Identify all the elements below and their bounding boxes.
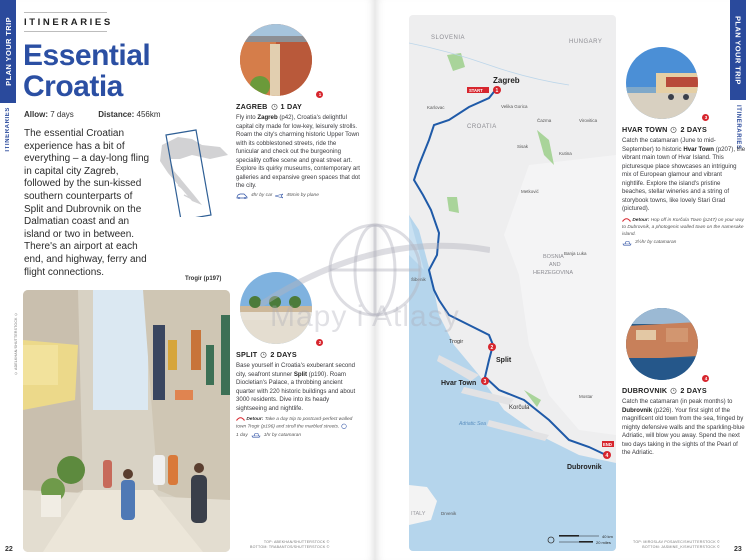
svg-text:40 km: 40 km: [602, 534, 613, 539]
side-tab-plan-your-trip[interactable]: PLAN YOUR TRIP: [730, 0, 746, 100]
photo-credits: TOP: ABEKHAN/SHUTTERSTOCK © BOTTOM: TRABANTOS/SHUTTERSTOCK ©: [250, 540, 330, 549]
detour-note: Detour: Take a day trip to postcard-perfect walled town Trogir (p196) and stroll the marbled streets.: [236, 417, 353, 430]
trip-meta: [24, 110, 161, 119]
croatia-locator-map: [140, 125, 232, 217]
map-label-bosnia: BOSNIA: [543, 254, 564, 260]
detour-icon: [622, 217, 631, 222]
boat-icon: [622, 240, 632, 246]
plane-icon: [275, 193, 283, 199]
map-town-sibenik: Šibenik: [411, 277, 426, 282]
stop-hvar-town: [622, 47, 746, 246]
map-start-badge: [467, 87, 489, 93]
map-label-slovenia: SLOVENIA: [431, 35, 466, 41]
clock-icon: [260, 351, 267, 358]
side-tab-plan-your-trip[interactable]: PLAN YOUR TRIP: [0, 0, 16, 103]
transport-info: 4hr by car 45min by plane: [236, 193, 360, 199]
map-end-badge: [602, 441, 614, 447]
stop-heading: ZAGREB 1 DAY: [236, 102, 303, 111]
clock-icon: [271, 103, 278, 110]
stop-number-badge: 2: [316, 339, 323, 346]
transport-info: 3½hr by catamaran: [622, 240, 746, 246]
svg-text:1: 1: [495, 88, 499, 94]
transport-info: 1 day 1hr by catamaran: [236, 432, 302, 438]
map-town-virovitica: Virovitica: [579, 118, 598, 123]
map-label-and: AND: [549, 262, 561, 268]
map-stop-dubrovnik: Dubrovnik: [567, 464, 602, 471]
allow-value: 7 days: [50, 110, 74, 119]
map-town-novi-grad: Metković: [521, 189, 539, 194]
svg-text:START: START: [469, 88, 483, 93]
map-stop-hvar: Hvar Town: [441, 380, 477, 387]
stop-heading: DUBROVNIK 2 DAYS: [622, 386, 707, 395]
zagreb-thumbnail: [240, 24, 312, 96]
clock-icon: [670, 387, 677, 394]
map-town-vasto: Drvenik: [441, 511, 457, 516]
map-label-herzegovina: HERZEGOVINA: [533, 270, 574, 276]
svg-text:3: 3: [483, 379, 487, 385]
svg-text:2: 2: [490, 345, 494, 351]
stop-zagreb: [236, 24, 360, 199]
stop-heading: SPLIT 2 DAYS: [236, 350, 297, 359]
clock-icon: [341, 423, 347, 429]
hvar-thumbnail: [626, 47, 698, 119]
stop-number-badge: 4: [702, 375, 709, 382]
photo-caption: Trogir (p197): [185, 276, 222, 282]
stop-description: Catch the catamaran (June to mid-September) to historic Hvar Town (p207), the vibrant main town of Hvar Island. This picturesque place showcases an intriguing mix of European glamour and vibrant nightlife. Explore the island's pristine beaches, stellar wineries and a string of storybook towns, like lovely Stari Grad (pictured).: [622, 137, 746, 212]
map-town-korcula: Korčula: [509, 405, 530, 411]
page-number-right: 23: [734, 546, 742, 553]
stop-number-badge: 3: [702, 114, 709, 121]
stop-description: Fly into Zagreb (p42), Croatia's delightful capital city made for low-key, leisurely strolls. Roam the city's charming historic Upper Town with its cobblestoned streets, ride the funicular and check out the burgeoning speciality coffee scene and great street art. Explore its quirky museums, contemporary art galleries and expansive green spaces that dot the city.: [236, 114, 360, 189]
svg-text:4: 4: [605, 453, 609, 459]
stop-heading: HVAR TOWN 2 DAYS: [622, 125, 707, 134]
stop-number-badge: 1: [316, 91, 323, 98]
boat-icon: [251, 432, 261, 438]
stop-dubrovnik: [622, 308, 746, 458]
car-icon: [236, 193, 248, 199]
page-title: Essential Croatia: [23, 39, 151, 103]
stop-description: Base yourself in Croatia's exuberant second city, seafront stunner Split (p190). Roam Diocletian's Palace, a throbbing ancient quarter with 220 historic buildings and about 3000 residents. Dive into its heady sightseeing and nightlife.: [236, 362, 356, 412]
section-label: ITINERARIES: [24, 12, 107, 32]
map-town-trogir: Trogir: [449, 339, 464, 345]
photo-credit: © ADELKHAN/SHUTTERSTOCK ©: [14, 312, 18, 376]
detour-icon: [236, 416, 245, 421]
watermark-text: Mapy i Atlasy: [270, 300, 460, 333]
dubrovnik-thumbnail: [626, 308, 698, 380]
stop-split: [236, 272, 360, 438]
map-label-adriatic: Adriatic Sea: [459, 421, 486, 427]
route-map[interactable]: [409, 15, 616, 551]
map-town-kutina: Kutina: [559, 151, 572, 156]
trogir-street-photo: [23, 290, 230, 552]
photo-credits-right: TOP: MIROSLAV POSAVEC/SHUTTERSTOCK © BOTTOM: JASMINE_K/SHUTTERSTOCK ©: [633, 540, 720, 549]
map-label-hungary: HUNGARY: [569, 39, 603, 45]
map-town-mostar: Mostar: [579, 394, 593, 399]
clock-icon: [670, 126, 677, 133]
intro-paragraph: The essential Croatian experience has a bit of everything – a day-long fling in capital city Zagreb, followed by the sun-kissed southern counterparts of Split and Dubrovnik on the Dalmatian coast and an island or two in between. There's an airport at each end, and highway, ferry and flight connections.: [24, 128, 150, 278]
map-stop-split: Split: [496, 357, 512, 364]
map-town-cazma: Čazma: [537, 118, 552, 123]
svg-text:20 miles: 20 miles: [596, 540, 611, 545]
distance-label: Distance:: [98, 110, 135, 119]
stop-description: Catch the catamaran (in peak months) to Dubrovnik (p226). Your first sight of the magnificent old town from the sea, fringed by mighty defensive walls and the sparkling-blue Adriatic, will blow you away. Spend the next two days taking in the sights of the Pearl of the Adriatic.: [622, 398, 745, 456]
side-tab-itineraries[interactable]: ITINERARIES: [735, 105, 741, 150]
map-town-banja-luka: Banja Luka: [564, 251, 587, 256]
allow-label: Allow:: [24, 110, 48, 119]
svg-text:END: END: [603, 442, 612, 447]
map-label-croatia: CROATIA: [467, 124, 497, 130]
map-town-velika-gorica: Velika Gorica: [501, 104, 528, 109]
page-number-left: 22: [5, 546, 13, 553]
distance-value: 456km: [136, 110, 161, 119]
map-stop-zagreb: Zagreb: [493, 76, 520, 85]
detour-note: Detour: Hop off in Korčula Town (p247) on your way to Dubrovnik, a photogenic walled town on the namesake island.: [622, 217, 744, 237]
map-label-italy: ITALY: [411, 511, 426, 517]
map-town-karlovac: Karlovac: [427, 105, 445, 110]
map-town-sisak: Sisak: [517, 144, 529, 149]
side-tab-itineraries[interactable]: ITINERARIES: [5, 106, 11, 152]
